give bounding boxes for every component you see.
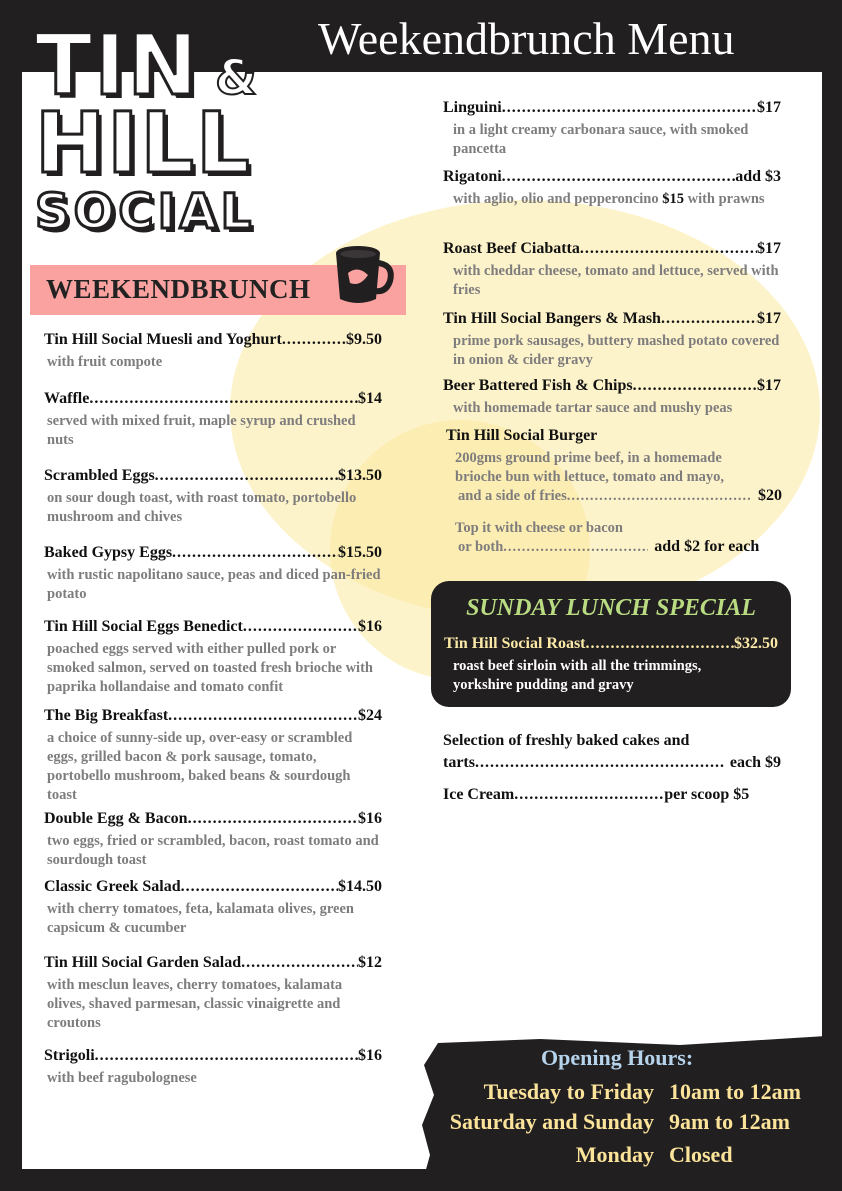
hours-time: 10am to 12am — [669, 1079, 801, 1104]
item-name: Selection of freshly baked cakes and — [443, 732, 690, 749]
item-description — [453, 190, 781, 209]
item-description: a choice of sunny-side up, over-easy or scrambled eggs, grilled bacon & pork sausage, tomato, portobello mushroom, baked beans & sourdough toast — [47, 730, 353, 803]
item-description: poached eggs served with either pulled pork or smoked salmon, served on toasted fresh brioche with paprika hollandaise and tomato confit — [47, 641, 373, 695]
sunday-title: SUNDAY LUNCH SPECIAL — [466, 595, 756, 621]
item-name: Waffle — [44, 390, 90, 407]
burger-desc-2: brioche bun with lettuce, tomato and mayo, — [455, 469, 725, 485]
item-name: Linguini — [443, 99, 502, 116]
item-description: with beef ragubolognese — [47, 1070, 197, 1086]
main-item — [443, 377, 781, 418]
item-description: with rustic napolitano sauce, peas and diced pan-fried potato — [47, 567, 381, 602]
item-name: Double Egg & Bacon — [44, 810, 188, 827]
item-name: Tin Hill Social Eggs Benedict — [44, 618, 243, 635]
item-name: Tin Hill Social Burger — [446, 427, 598, 444]
item-name: Baked Gypsy Eggs — [44, 544, 173, 561]
coffee-mug-icon — [326, 243, 396, 307]
brunch-item — [44, 878, 382, 938]
item-description: with homemade tartar sauce and mushy peas — [453, 400, 733, 416]
leader-dots — [633, 377, 757, 395]
leader-dots — [155, 467, 338, 485]
item-price: $13.50 — [338, 467, 382, 484]
topping-price: add $2 for each — [654, 538, 760, 555]
item-price: $17 — [757, 377, 781, 394]
item-name: Tin Hill Social Roast — [444, 635, 586, 652]
item-name: Rigatoni — [443, 168, 502, 185]
hours-day: Monday — [575, 1142, 654, 1167]
item-name: Tin Hill Social Muesli and Yoghurt — [44, 331, 282, 348]
logo-hill: HILL — [35, 94, 252, 192]
item-name: Roast Beef Ciabatta — [443, 240, 580, 257]
tin-hill-social-logo — [35, 16, 275, 246]
brunch-item — [44, 954, 382, 1033]
item-description: with cherry tomatoes, feta, kalamata olives, green capsicum & cucumber — [47, 901, 354, 936]
item-price: $17 — [757, 240, 781, 257]
leader-dots — [567, 488, 752, 505]
main-item — [443, 168, 781, 209]
item-name: The Big Breakfast — [44, 707, 169, 724]
item-price: $9.50 — [346, 331, 382, 348]
item-price: $15.50 — [338, 544, 382, 561]
hours-time: 9am to 12am — [669, 1109, 790, 1134]
item-price: $12 — [358, 954, 382, 971]
item-name: Tin Hill Social Bangers & Mash — [443, 310, 661, 327]
item-description: on sour dough toast, with roast tomato, portobello mushroom and chives — [47, 490, 357, 525]
brunch-item — [44, 467, 382, 527]
leader-dots — [172, 544, 338, 562]
item-description: two eggs, fried or scrambled, bacon, roast tomato and sourdough toast — [47, 833, 379, 868]
brunch-item — [44, 618, 382, 697]
item-price: $32.50 — [734, 635, 778, 652]
item-name: Ice Cream — [443, 786, 515, 803]
burger-item — [446, 427, 782, 556]
item-price: $17 — [757, 99, 781, 116]
brunch-item — [44, 544, 382, 604]
sunday-item — [444, 635, 778, 695]
item-price: $17 — [757, 310, 781, 327]
topping-desc-2: or both — [458, 539, 504, 555]
leader-dots — [241, 954, 358, 972]
item-name: Beer Battered Fish & Chips — [443, 377, 633, 394]
sunday-lunch-special — [431, 581, 791, 707]
brunch-item — [44, 810, 382, 870]
leader-dots — [95, 1047, 358, 1065]
topping-desc-1: Top it with cheese or bacon — [455, 520, 623, 536]
brunch-item — [44, 1047, 382, 1088]
main-item — [443, 99, 781, 159]
item-price: $14.50 — [338, 878, 382, 895]
logo-ampersand: & — [215, 50, 257, 106]
ice-cream-item — [443, 786, 781, 804]
item-price: $16 — [358, 810, 382, 827]
item-price: $20 — [758, 487, 782, 504]
item-description: with cheddar cheese, tomato and lettuce, served with fries — [453, 263, 779, 298]
leader-dots — [580, 240, 757, 258]
item-description: served with mixed fruit, maple syrup and crushed nuts — [47, 413, 356, 448]
leader-dots — [168, 707, 358, 725]
leader-dots — [586, 635, 734, 653]
hours-day: Saturday and Sunday — [449, 1109, 654, 1134]
leader-dots — [502, 99, 757, 117]
desc-part: with aglio, olio and pepperoncino — [453, 191, 663, 207]
item-description: with fruit compote — [47, 354, 163, 370]
item-description: prime pork sausages, buttery mashed potato covered in onion & cider gravy — [453, 333, 780, 368]
item-price: $24 — [358, 707, 382, 724]
brunch-item — [44, 390, 382, 450]
leader-dots — [243, 618, 358, 636]
item-name: Scrambled Eggs — [44, 467, 155, 484]
desc-part: with prawns — [683, 191, 765, 207]
item-price: each $9 — [729, 754, 781, 771]
item-description: in a light creamy carbonara sauce, with smoked pancetta — [453, 122, 749, 157]
leader-dots — [514, 786, 664, 804]
hours-time: Closed — [669, 1142, 733, 1167]
hours-day: Tuesday to Friday — [483, 1079, 654, 1104]
opening-hours — [420, 1035, 842, 1191]
leader-dots — [188, 810, 358, 828]
burger-desc-3: and a side of fries — [458, 488, 567, 504]
item-description: roast beef sirloin with all the trimmings, yorkshire pudding and gravy — [453, 658, 702, 693]
desc-price: $15 — [662, 191, 684, 207]
item-name: Classic Greek Salad — [44, 878, 181, 895]
item-price: per scoop $5 — [664, 786, 750, 803]
main-item — [443, 310, 781, 370]
item-price: $16 — [358, 618, 382, 635]
hours-title: Opening Hours: — [541, 1045, 694, 1070]
cakes-item — [443, 732, 781, 772]
item-name-cont: tarts — [443, 754, 475, 771]
leader-dots — [661, 310, 757, 328]
item-description: with mesclun leaves, cherry tomatoes, kalamata olives, shaved parmesan, classic vinaigrette and croutons — [47, 977, 343, 1031]
logo-social: SOCIAL — [35, 184, 256, 240]
item-price: add $3 — [735, 168, 781, 185]
leader-dots — [181, 878, 338, 896]
item-price: $16 — [358, 1047, 382, 1064]
menu-title: Weekendbrunch Menu — [318, 13, 735, 64]
leader-dots — [502, 168, 736, 186]
main-item — [443, 240, 781, 300]
leader-dots — [475, 754, 724, 772]
brunch-item — [44, 707, 382, 805]
item-price: $14 — [358, 390, 382, 407]
item-name: Strigoli — [44, 1047, 95, 1064]
leader-dots — [89, 390, 358, 408]
item-name: Tin Hill Social Garden Salad — [44, 954, 242, 971]
brunch-item — [44, 331, 382, 372]
logo-tin: TIN — [35, 16, 200, 114]
brunch-heading: WEEKENDBRUNCH — [46, 274, 311, 304]
burger-desc-1: 200gms ground prime beef, in a homemade — [455, 450, 722, 466]
leader-dots — [503, 539, 648, 556]
leader-dots — [282, 331, 346, 349]
